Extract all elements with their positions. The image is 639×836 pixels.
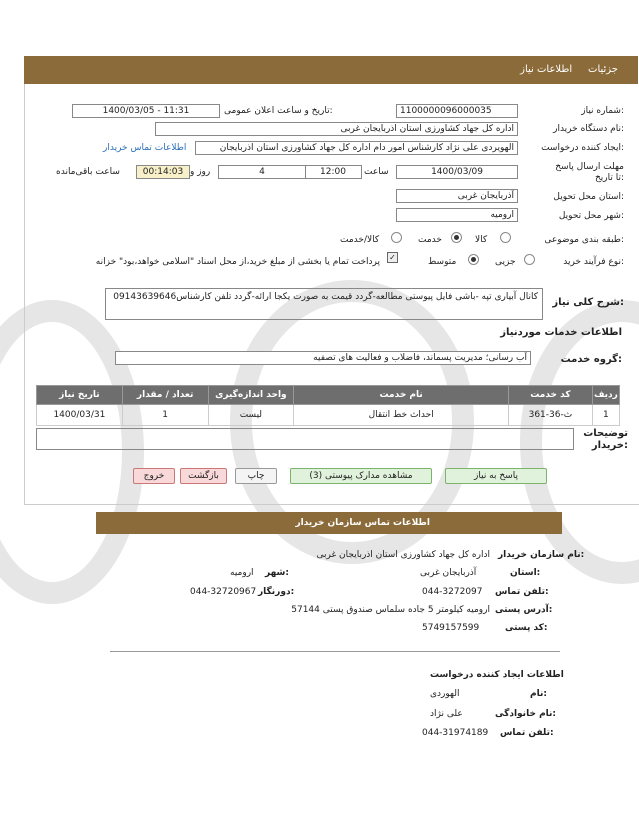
creator-family-label: نام خانوادگی: (495, 709, 557, 719)
contact-city-value: ارومیه (230, 568, 254, 578)
deadline-time-field: 12:00 (304, 165, 362, 179)
creator-name-label: نام: (530, 689, 547, 699)
radio-minor[interactable] (524, 254, 535, 265)
postal-label: کد پستی: (505, 623, 548, 633)
buyer-field: اداره کل جهاد کشاورزی استان اذربایجان غربی (155, 122, 518, 136)
cell-code: ث-36-361 (509, 405, 593, 426)
tab-details[interactable]: جزئیات (588, 64, 618, 75)
days-label: روز و (190, 167, 211, 177)
contact-province-label: استان: (510, 568, 541, 578)
col-date: تاریخ نیاز (37, 386, 123, 405)
summary-label: شرح کلی نیاز: (552, 297, 624, 308)
category-label: طبقه بندی موضوعی: (544, 235, 624, 245)
contact-divider (110, 651, 560, 652)
need-number-field: 1100000096000035 (396, 104, 518, 118)
announce-field: 1400/03/05 - 11:31 (72, 104, 220, 118)
radio-goods[interactable] (500, 232, 511, 243)
address-label: آدرس پستی: (495, 605, 553, 615)
buyer-label: نام دستگاه خریدار: (553, 124, 624, 134)
summary-text: کانال آبیاری تپه -باشی فایل پیوستی مطالعه-گردد قیمت به صورت یکجا ارائه-گردد تلفن کارشناس09143639646 (113, 292, 538, 302)
payment-note: پرداخت تمام یا بخشی از مبلغ خرید،از محل اسناد "اسلامی خواهد،بود" خزانه (95, 257, 380, 267)
service-group-label: گروه خدمت: (560, 354, 622, 365)
need-number-label: شماره نیاز: (581, 106, 624, 116)
radio-service-label: خدمت (418, 235, 442, 245)
city-label: شهر محل تحویل: (558, 211, 624, 221)
announce-label: تاریخ و ساعت اعلان عمومی: (224, 106, 333, 116)
radio-service[interactable] (451, 232, 462, 243)
city-field: ارومیه (396, 208, 518, 222)
buyer-notes-label: توضیحات خریدار: (583, 428, 628, 451)
process-label: نوع فرآیند خرید: (563, 257, 624, 267)
service-group-field: آب رسانی؛ مدیریت پسماند، فاضلاب و فعالیت های تصفیه (115, 351, 531, 365)
creator-family-value: علی نژاد (430, 709, 463, 719)
cell-unit: لیست (208, 405, 294, 426)
services-table (36, 385, 620, 426)
radio-medium[interactable] (468, 254, 479, 265)
creator-info-title: اطلاعات ایجاد کننده درخواست (430, 670, 564, 680)
fax-value: 044-32720967 (190, 587, 257, 597)
col-code: کد خدمت (509, 386, 593, 405)
fax-label: دورنگار: (258, 587, 295, 597)
radio-goods-label: کالا (475, 235, 488, 245)
buyer-notes-box (36, 428, 574, 450)
cell-row: 1 (592, 405, 619, 426)
cell-date: 1400/03/31 (37, 405, 123, 426)
contact-section-bar (96, 512, 562, 534)
buyer-contact-link[interactable]: اطلاعات تماس خریدار (103, 143, 187, 153)
summary-box (105, 288, 543, 320)
radio-minor-label: جزیی (495, 257, 516, 267)
days-field: 4 (218, 165, 306, 179)
org-value: اداره کل جهاد کشاورزی استان اذربایجان غربی (316, 550, 490, 560)
deadline-date-field: 1400/03/09 (396, 165, 518, 179)
contact-title: اطلاعات تماس سازمان خریدار (295, 518, 430, 528)
radio-goods-service[interactable] (391, 232, 402, 243)
creator-label: ایجاد کننده درخواست: (541, 143, 624, 153)
radio-medium-label: متوسط (428, 257, 457, 267)
tab-need-info[interactable]: اطلاعات نیاز (520, 64, 573, 75)
cell-qty: 1 (122, 405, 208, 426)
deadline-label: مهلت ارسال پاسخ تا تاریخ: (555, 162, 624, 183)
col-qty: تعداد / مقدار (122, 386, 208, 405)
province-field: آذربایجان غربی (396, 189, 518, 203)
remaining-label: ساعت باقی‌مانده (56, 167, 120, 177)
payment-checkbox[interactable]: ✓ (387, 252, 398, 263)
remaining-time-field: 00:14:03 (136, 165, 190, 179)
contact-province-value: آذربایجان غربی (420, 568, 477, 578)
contact-city-label: شهر: (265, 568, 289, 578)
back-button[interactable]: بازگشت (180, 468, 227, 484)
postal-value: 5749157599 (422, 623, 480, 633)
reply-button[interactable]: پاسخ به نیاز (445, 468, 547, 484)
col-row: ردیف (592, 386, 619, 405)
phone-value: 044-3272097 (422, 587, 483, 597)
cell-name: احداث خط انتقال (294, 405, 509, 426)
creator-phone-value: 044-31974189 (422, 728, 489, 738)
services-table-header (37, 386, 620, 405)
table-row (37, 405, 620, 426)
exit-button[interactable]: خروج (133, 468, 175, 484)
attachments-button[interactable]: مشاهده مدارک پیوستی (3) (290, 468, 432, 484)
phone-label: تلفن تماس: (495, 587, 549, 597)
print-button[interactable]: چاپ (235, 468, 277, 484)
col-name: نام خدمت (294, 386, 509, 405)
services-title: اطلاعات خدمات موردنیاز (500, 327, 622, 338)
province-label: استان محل تحویل: (553, 192, 624, 202)
org-label: نام سازمان خریدار: (498, 550, 585, 560)
col-unit: واحد اندازه‌گیری (208, 386, 294, 405)
deadline-time-label: ساعت (364, 167, 389, 177)
creator-name-value: الهوردی (430, 689, 460, 699)
creator-phone-label: تلفن تماس: (500, 728, 554, 738)
address-value: ارومیه کیلومتر 5 جاده سلماس صندوق پستی 57144 (291, 605, 490, 615)
radio-goods-service-label: کالا/خدمت (340, 235, 380, 245)
creator-field: الهویردی علی نژاد کارشناس امور دام اداره کل جهاد کشاورزی استان اذربایجان (195, 141, 518, 155)
header-bar (24, 56, 638, 84)
header-tabs (520, 64, 618, 75)
